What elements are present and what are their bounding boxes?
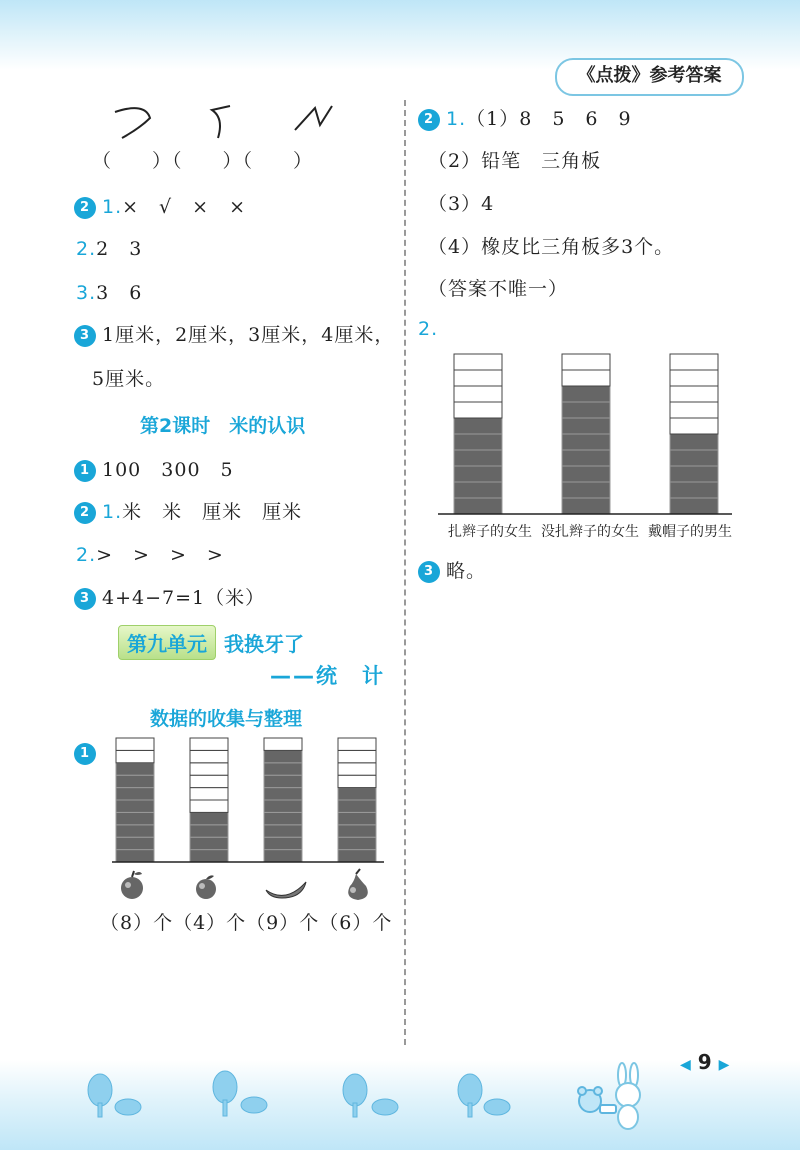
bar-cell-empty xyxy=(454,386,502,402)
answer-text: 4+4−7=1（米） xyxy=(102,587,266,609)
bar-cell-filled xyxy=(670,498,718,514)
bar-cell-filled xyxy=(562,434,610,450)
bar-cell-empty xyxy=(670,386,718,402)
rabbit-icon xyxy=(616,1063,640,1129)
badge-2: 2 xyxy=(74,197,96,219)
prev-arrow-icon: ◀ xyxy=(680,1057,691,1073)
bar-cell-empty xyxy=(454,402,502,418)
bar-cell-filled xyxy=(562,466,610,482)
answer-text: 1厘米，2厘米，3厘米，4厘米， xyxy=(102,324,395,346)
answer-text: 米 米 厘米 厘米 xyxy=(122,501,303,523)
bar-cell-empty xyxy=(670,402,718,418)
answer-text: 2 3 xyxy=(96,238,143,260)
right-line3: （3）4 xyxy=(428,193,495,215)
collect-title: 数据的收集与整理 xyxy=(150,708,303,730)
answer-text: > > > > xyxy=(96,544,224,566)
bar-cell-filled xyxy=(562,402,610,418)
bar-cell-filled xyxy=(670,434,718,450)
badge-3: 3 xyxy=(74,325,96,347)
badge-3: 3 xyxy=(418,561,440,583)
item-number: 1. xyxy=(102,501,123,523)
right-line4: （4）橡皮比三角板多3个。 xyxy=(428,236,675,258)
bar-cell-filled xyxy=(562,482,610,498)
header-title: 《点拨》参考答案 xyxy=(555,58,744,96)
badge-2: 2 xyxy=(74,502,96,524)
unit-chip: 第九单元 xyxy=(118,625,216,660)
bar-扎辫子的女生 xyxy=(454,354,502,514)
item-number: 2. xyxy=(76,238,97,260)
bar-cell-empty xyxy=(670,370,718,386)
x-tick-label: 戴帽子的男生 xyxy=(648,524,732,540)
bar-cell-filled xyxy=(670,482,718,498)
bar-cell-filled xyxy=(670,466,718,482)
item-number: 3. xyxy=(76,282,97,304)
answer-text: 略。 xyxy=(446,560,487,582)
item-number: 1. xyxy=(446,108,467,130)
item-number: 2. xyxy=(76,544,97,566)
right-line5: （答案不唯一） xyxy=(428,278,569,300)
answer-text: 3 6 xyxy=(96,282,143,304)
answer-text: 100 300 5 xyxy=(102,459,234,481)
x-tick-label: 没扎辫子的女生 xyxy=(541,524,639,540)
bar-cell-filled xyxy=(454,418,502,434)
bar-戴帽子的男生 xyxy=(670,354,718,514)
next-arrow-icon: ▶ xyxy=(718,1057,730,1073)
page-number: ◀ 9 ▶ xyxy=(680,1050,730,1074)
bar-没扎辫子的女生 xyxy=(562,354,610,514)
badge-1: 1 xyxy=(74,460,96,482)
bar-cell-filled xyxy=(454,498,502,514)
x-tick-label: 扎辫子的女生 xyxy=(448,524,532,540)
bar-cell-empty xyxy=(454,370,502,386)
answer-text: × √ × × xyxy=(122,196,247,218)
bar-cell-filled xyxy=(454,450,502,466)
bar-cell-filled xyxy=(562,450,610,466)
bar-cell-empty xyxy=(670,418,718,434)
bar-cell-filled xyxy=(454,482,502,498)
stroke-answer-parens: （ ）（ ）（ ） xyxy=(92,150,314,172)
bar-cell-empty xyxy=(454,354,502,370)
unit-subtitle: ——统 计 xyxy=(270,664,385,688)
fruit-count-answer: （8）个（4）个（9）个（6）个 xyxy=(100,912,393,934)
footer-decorations xyxy=(0,1065,800,1150)
bear-icon xyxy=(578,1087,616,1113)
item-number: 1. xyxy=(102,196,123,218)
bar-cell-filled xyxy=(562,418,610,434)
bar-cell-filled xyxy=(670,450,718,466)
right-line2: （2）铅笔 三角板 xyxy=(428,150,602,172)
badge-1: 1 xyxy=(74,743,96,765)
bar-cell-filled xyxy=(562,386,610,402)
bar-cell-empty xyxy=(562,370,610,386)
unit-name: 我换牙了 xyxy=(224,632,304,656)
bar-cell-filled xyxy=(562,498,610,514)
badge-2: 2 xyxy=(418,109,440,131)
item-number: 2. xyxy=(418,318,439,340)
bar-cell-filled xyxy=(454,434,502,450)
bar-cell-empty xyxy=(670,354,718,370)
part3-line2: 5厘米。 xyxy=(92,368,166,390)
right-line7 xyxy=(418,556,486,583)
lesson-title: 第2课时 米的认识 xyxy=(140,415,306,437)
bar-cell-empty xyxy=(562,354,610,370)
bar-cell-filled xyxy=(454,466,502,482)
answer-text: （1）8 5 6 9 xyxy=(466,108,632,130)
badge-3: 3 xyxy=(74,588,96,610)
